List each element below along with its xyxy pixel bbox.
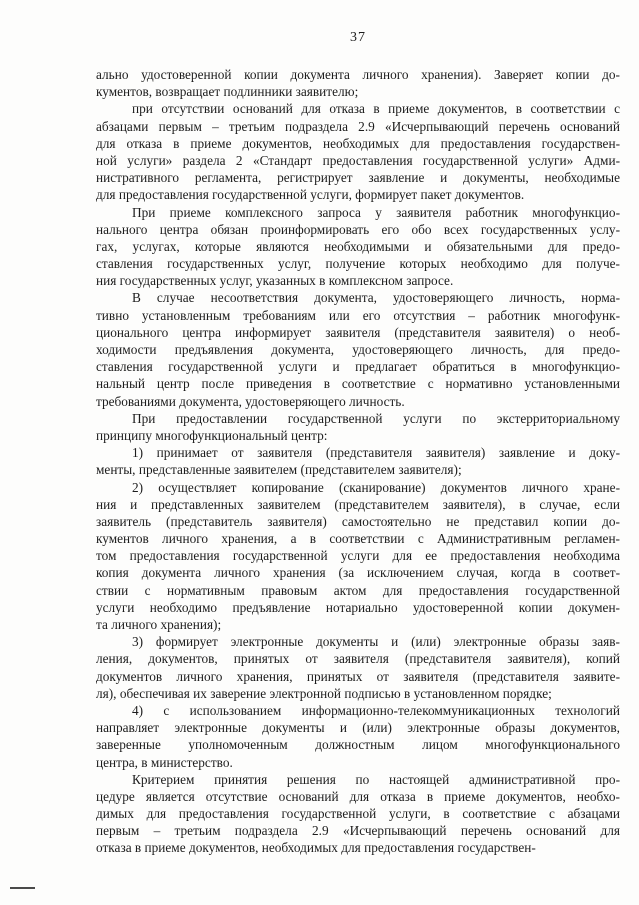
- text-line: копия документа личного хранения (за исключением случая, когда в соответ-: [96, 565, 620, 581]
- text-line: принципу многофункциональный центр:: [96, 427, 328, 443]
- text-line: та личного хранения);: [96, 617, 222, 632]
- text-line: ствии с нормативным правовым актом для предоставления государственной: [96, 582, 620, 598]
- text-line: нального центра обязан проинформировать его обо всех государственных услу-: [96, 221, 620, 237]
- paragraph: [96, 702, 620, 771]
- paragraph: [96, 771, 620, 857]
- text-line: первым – третьим подраздела 2.9 «Исчерпывающий перечень оснований для: [96, 823, 620, 839]
- text-line: 2) осуществляет копирование (сканирование) документов личного хране-: [132, 479, 620, 495]
- paragraph: [96, 633, 620, 702]
- page-number: 37: [350, 30, 366, 45]
- text-line: При приеме комплексного запроса у заявителя работник многофункцио-: [132, 204, 620, 220]
- text-line: кументов, возвращает подлинники заявителю;: [96, 84, 359, 100]
- paragraph: [96, 100, 620, 203]
- text-line: кументов личного хранения, а в соответствии с Административным регламен-: [96, 531, 620, 547]
- text-line: ния государственных услуг, указанных в комплексном запросе.: [96, 273, 454, 289]
- paragraph: [96, 204, 620, 290]
- text-line: цедуре является отсутствие оснований для отказа в приеме документов, необхо-: [96, 788, 620, 804]
- text-line: отказа в приеме документов, необходимых для предоставления государствен-: [96, 840, 536, 856]
- text-line: ления, документов, принятых от заявителя (представителя заявителя), копий: [96, 651, 620, 667]
- text-line: для отказа в приеме документов, необходимых для предоставления государствен-: [96, 135, 620, 151]
- text-line: нальный центр после приведения в соответствие с нормативно установленными: [96, 376, 620, 392]
- text-line: димых для предоставления государственной услуги, в соответствие с абзацами: [96, 806, 620, 822]
- text-line: В случае несоответствия документа, удостоверяющего личность, норма-: [132, 290, 620, 306]
- text-line: абзацами первым – третьим подраздела 2.9 «Исчерпывающий перечень оснований: [96, 118, 620, 134]
- text-line: ставления государственной услуги и предлагает обратиться в многофункцио-: [96, 359, 620, 375]
- text-line: 1) принимает от заявителя (представителя заявителя) заявление и доку-: [132, 445, 620, 461]
- text-line: менты, представленные заявителем (представителем заявителя);: [96, 462, 462, 478]
- text-line: ходимости предъявления документа, удостоверяющего личность, для предо-: [96, 342, 620, 357]
- text-line: требованиями документа, удостоверяющего личность.: [96, 393, 405, 409]
- text-line: направляет электронные документы и (или) электронные образы документов,: [96, 720, 620, 736]
- text-line: для предоставления государственной услуги, формирует пакет документов.: [96, 187, 525, 203]
- text-line: гах, услугах, которые являются необходимыми и обязательными для предо-: [96, 238, 620, 254]
- paragraph: [96, 66, 620, 100]
- paragraph: [96, 410, 620, 444]
- text-line: При предоставлении государственной услуги по экстерриториальному: [132, 410, 620, 426]
- text-line: ной услуги» раздела 2 «Стандарт предоставления государственной услуги» Адми-: [96, 152, 620, 168]
- text-block: [96, 66, 620, 857]
- text-line: ально удостоверенной копии документа личного хранения). Заверяет копии до-: [96, 67, 620, 82]
- text-line: тивно установленным требованиям или его отсутствия – работник многофунк-: [96, 307, 620, 323]
- paragraph: [96, 289, 620, 409]
- text-line: ля), обеспечивая их заверение электронной подписью в установленном порядке;: [96, 685, 552, 701]
- text-line: ставления государственных услуг, получение которых необходимо для получе-: [96, 256, 620, 272]
- paragraph: [96, 479, 620, 634]
- text-line: ционального центра информирует заявителя (представителя заявителя) о необ-: [96, 324, 620, 340]
- text-line: центра, в министерство.: [96, 754, 233, 770]
- text-line: 3) формирует электронные документы и (или) электронные образы заяв-: [132, 634, 620, 650]
- footnote-mark-line: [10, 887, 35, 889]
- text-line: Критерием принятия решения по настоящей административной про-: [132, 771, 620, 787]
- text-line: заверенные уполномоченным должностным лицом многофункционального: [96, 737, 620, 753]
- text-line: услуги необходимо предъявление нотариально удостоверенной копии докумен-: [96, 599, 620, 615]
- text-line: документов личного хранения, принятых от заявителя (представителя заявите-: [96, 668, 620, 684]
- text-line: 4) с использованием информационно-телекоммуникационных технологий: [132, 702, 620, 718]
- text-line: нистративного регламента, регистрирует заявление и документы, необходимые: [96, 170, 620, 186]
- text-line: том предоставления государственной услуги для ее предоставления необходима: [96, 548, 620, 564]
- text-line: ния и представленных заявителем (представителем заявителя), в случае, если: [96, 496, 620, 512]
- text-line: при отсутствии оснований для отказа в приеме документов, в соответствии с: [132, 101, 620, 117]
- paragraph: [96, 444, 620, 478]
- text-line: заявитель (представитель заявителя) самостоятельно не представил копии до-: [96, 513, 620, 529]
